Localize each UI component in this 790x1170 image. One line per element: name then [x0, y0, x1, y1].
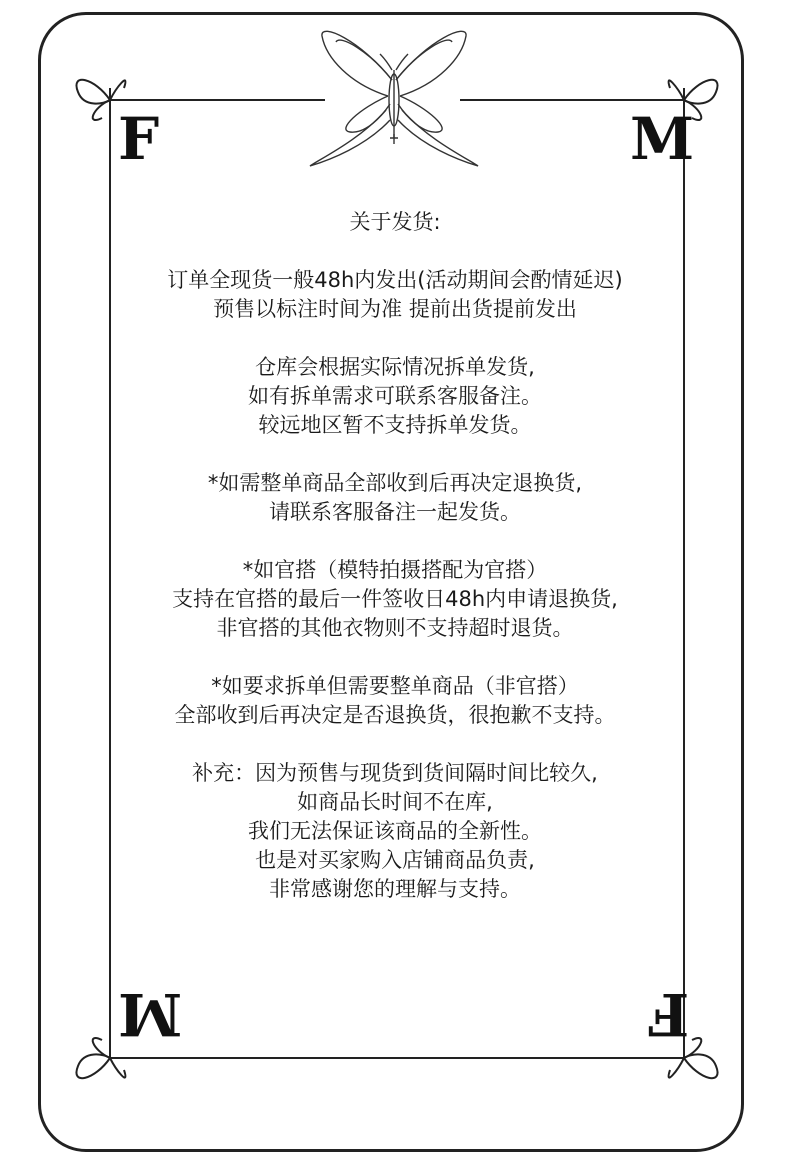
notice-paragraph — [100, 469, 690, 527]
notice-paragraph — [100, 266, 690, 324]
notice-line: 如有拆单需求可联系客服备注。 — [248, 384, 542, 408]
notice-line: 订单全现货一般48h内发出(活动期间会酌情延迟) — [167, 268, 623, 292]
notice-line: 也是对买家购入店铺商品负责, — [255, 848, 535, 872]
notice-line: 请联系客服备注一起发货。 — [269, 500, 521, 524]
notice-line: *如官搭（模特拍摄搭配为官搭） — [242, 558, 548, 582]
notice-line: 全部收到后再决定是否退换货，很抱歉不支持。 — [174, 703, 616, 727]
notice-line: 我们无法保证该商品的全新性。 — [248, 819, 542, 843]
corner-letter-top-left: F — [118, 105, 160, 173]
notice-line: 支持在官搭的最后一件签收日48h内申请退换货, — [172, 587, 618, 611]
notice-line: *如需整单商品全部收到后再决定退换货, — [207, 471, 583, 495]
notice-line: 非常感谢您的理解与支持。 — [269, 877, 521, 901]
butterfly-icon — [310, 31, 478, 166]
notice-line: 补充：因为预售与现货到货间隔时间比较久, — [192, 761, 598, 785]
notice-line: 预售以标注时间为准 提前出货提前发出 — [213, 297, 577, 321]
notice-line: 非官搭的其他衣物则不支持超时退货。 — [216, 616, 574, 640]
notice-title: 关于发货: — [349, 210, 441, 234]
notice-paragraph — [100, 759, 690, 904]
notice-paragraph — [100, 672, 690, 730]
notice-paragraph — [100, 556, 690, 643]
notice-paragraph — [100, 353, 690, 440]
notice-line: 仓库会根据实际情况拆单发货, — [255, 355, 535, 379]
corner-letter-top-right: M — [630, 105, 695, 173]
notice-line: 如商品长时间不在库, — [297, 790, 493, 814]
corner-letter-bottom-left: M — [118, 980, 183, 1048]
corner-letter-bottom-right: F — [648, 980, 690, 1048]
notice-line: 较远地区暂不支持拆单发货。 — [258, 413, 532, 437]
notice-line: *如要求拆单但需要整单商品（非官搭） — [211, 674, 579, 698]
notice-title-block — [100, 208, 690, 237]
shipping-notice — [100, 208, 690, 904]
